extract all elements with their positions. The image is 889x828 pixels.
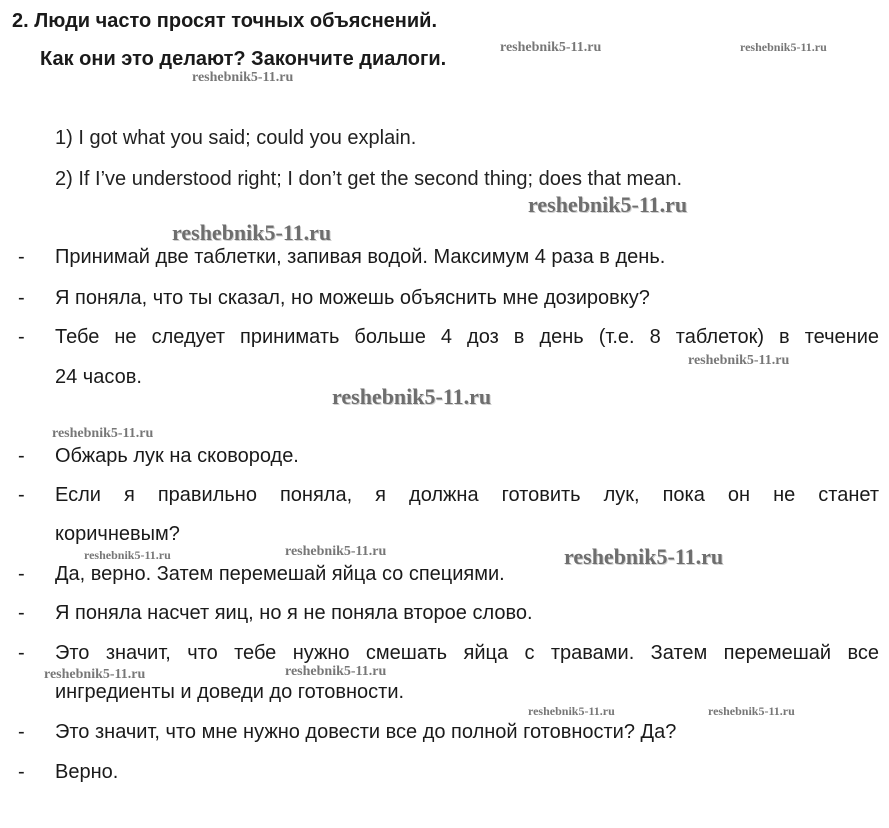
dialogue-text-continued: ингредиенты и доведи до готовности. <box>55 681 405 703</box>
watermark: reshebnik5-11.ru <box>285 544 387 559</box>
task-subtitle: Как они это делают? Закончите диалоги. <box>40 48 447 70</box>
dialogue-dash: - <box>18 484 25 506</box>
dialogue-text: Если я правильно поняла, я должна готовить лук, пока он не станет <box>55 484 879 506</box>
dialogue-text: Тебе не следует принимать больше 4 доз в день (т.е. 8 таблеток) в течение <box>55 326 879 348</box>
phrase-2: 2) If I’ve understood right; I don’t get the second thing; does that mean. <box>55 168 683 190</box>
dialogue-text-continued: коричневым? <box>55 523 180 545</box>
task-title: 2. Люди часто просят точных объяснений. <box>12 10 437 32</box>
dialogue-dash: - <box>18 326 25 348</box>
watermark: reshebnik5-11.ru <box>285 664 387 679</box>
dialogue-dash: - <box>18 445 25 467</box>
dialogue-text: Верно. <box>55 761 119 783</box>
dialogue-text: Это значит, что тебе нужно смешать яйца с травами. Затем перемешай все <box>55 642 879 664</box>
watermark: reshebnik5-11.ru <box>688 353 790 368</box>
watermark: reshebnik5-11.ru <box>192 70 294 85</box>
dialogue-text: Да, верно. Затем перемешай яйца со специями. <box>55 563 505 585</box>
watermark: reshebnik5-11.ru <box>172 220 332 245</box>
dialogue-dash: - <box>18 761 25 783</box>
watermark: reshebnik5-11.ru <box>332 384 492 409</box>
dialogue-dash: - <box>18 602 25 624</box>
dialogue-text: Принимай две таблетки, запивая водой. Максимум 4 раза в день. <box>55 246 666 268</box>
watermark: reshebnik5-11.ru <box>44 667 146 682</box>
watermark: reshebnik5-11.ru <box>528 192 688 217</box>
watermark: reshebnik5-11.ru <box>708 704 795 718</box>
dialogue-dash: - <box>18 563 25 585</box>
watermark: reshebnik5-11.ru <box>740 40 827 54</box>
watermark: reshebnik5-11.ru <box>84 548 171 562</box>
dialogue-dash: - <box>18 642 25 664</box>
dialogue-dash: - <box>18 287 25 309</box>
phrase-1: 1) I got what you said; could you explain. <box>55 127 417 149</box>
dialogue-text-continued: 24 часов. <box>55 366 142 388</box>
dialogue-text: Обжарь лук на сковороде. <box>55 445 299 467</box>
watermark: reshebnik5-11.ru <box>564 544 724 569</box>
dialogue-dash: - <box>18 721 25 743</box>
dialogue-text: Я поняла насчет яиц, но я не поняла второе слово. <box>55 602 533 624</box>
dialogue-text: Это значит, что мне нужно довести все до полной готовности? Да? <box>55 721 677 743</box>
dialogue-text: Я поняла, что ты сказал, но можешь объяснить мне дозировку? <box>55 287 650 309</box>
watermark: reshebnik5-11.ru <box>500 40 602 55</box>
dialogue-dash: - <box>18 246 25 268</box>
watermark: reshebnik5-11.ru <box>52 426 154 441</box>
watermark: reshebnik5-11.ru <box>528 704 615 718</box>
